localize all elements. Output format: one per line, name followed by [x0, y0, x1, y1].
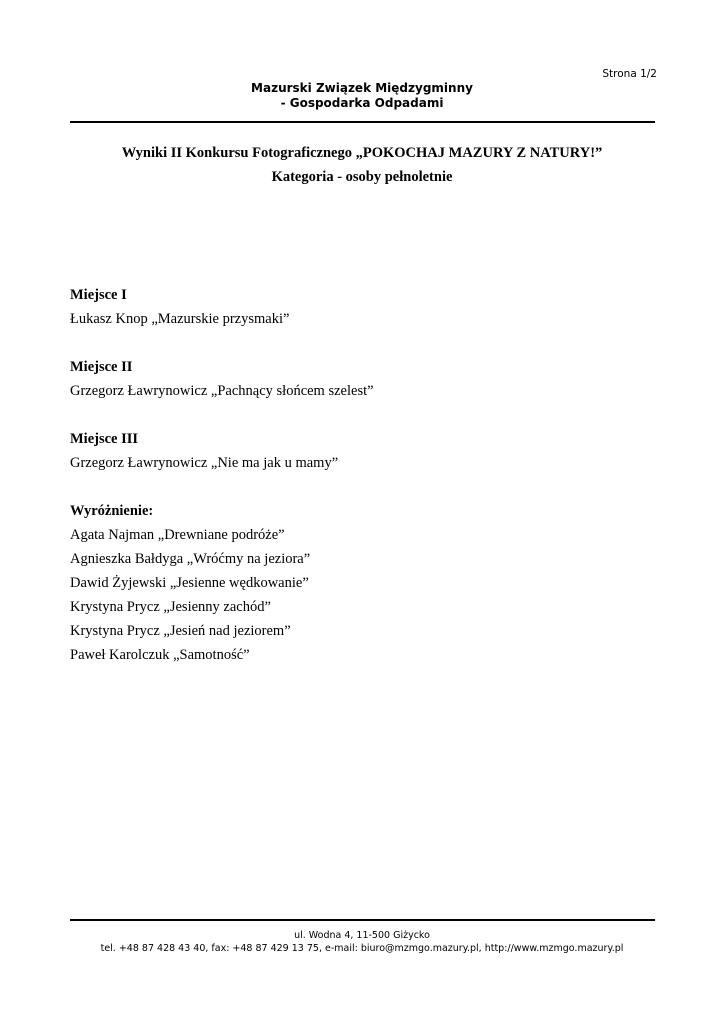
section-heading: Miejsce III [70, 431, 139, 447]
section-third-place [70, 427, 655, 475]
section-first-place [70, 283, 655, 331]
organization-name: Mazurski Związek Międzygminny [251, 81, 473, 95]
list-item: Krystyna Prycz „Jesienny zachód” [70, 599, 271, 615]
list-item: Grzegorz Ławrynowicz „Pachnący słońcem szelest” [70, 383, 374, 399]
results-list [70, 283, 655, 691]
list-item: Agnieszka Bałdyga „Wróćmy na jeziora” [70, 551, 311, 567]
footer-address: ul. Wodna 4, 11-500 Giżycko [294, 930, 430, 941]
footer-contact: tel. +48 87 428 43 40, fax: +48 87 429 13 75, e-mail: biuro@mzmgo.mazury.pl, http://www.mzmgo.mazury.pl [100, 943, 624, 954]
section-heading: Wyróżnienie: [70, 503, 154, 519]
list-item: Dawid Żyjewski „Jesienne wędkowanie” [70, 575, 309, 591]
organization-subtitle: - Gospodarka Odpadami [280, 96, 444, 110]
contest-title: Wyniki II Konkursu Fotograficznego „POKOCHAJ MAZURY Z NATURY!” [121, 145, 603, 161]
section-heading: Miejsce I [70, 287, 127, 303]
footer [0, 929, 724, 955]
category-title: Kategoria - osoby pełnoletnie [271, 169, 453, 185]
list-item: Grzegorz Ławrynowicz „Nie ma jak u mamy” [70, 455, 339, 471]
footer-divider [70, 919, 655, 921]
section-honorable-mentions [70, 499, 655, 667]
list-item: Paweł Karolczuk „Samotność” [70, 647, 250, 663]
document-title [0, 141, 724, 189]
section-second-place [70, 355, 655, 403]
organization-header [0, 81, 724, 111]
header-divider [70, 121, 655, 123]
section-heading: Miejsce II [70, 359, 133, 375]
page-number: Strona 1/2 [602, 68, 657, 80]
list-item: Łukasz Knop „Mazurskie przysmaki” [70, 311, 290, 327]
list-item: Agata Najman „Drewniane podróże” [70, 527, 285, 543]
list-item: Krystyna Prycz „Jesień nad jeziorem” [70, 623, 291, 639]
